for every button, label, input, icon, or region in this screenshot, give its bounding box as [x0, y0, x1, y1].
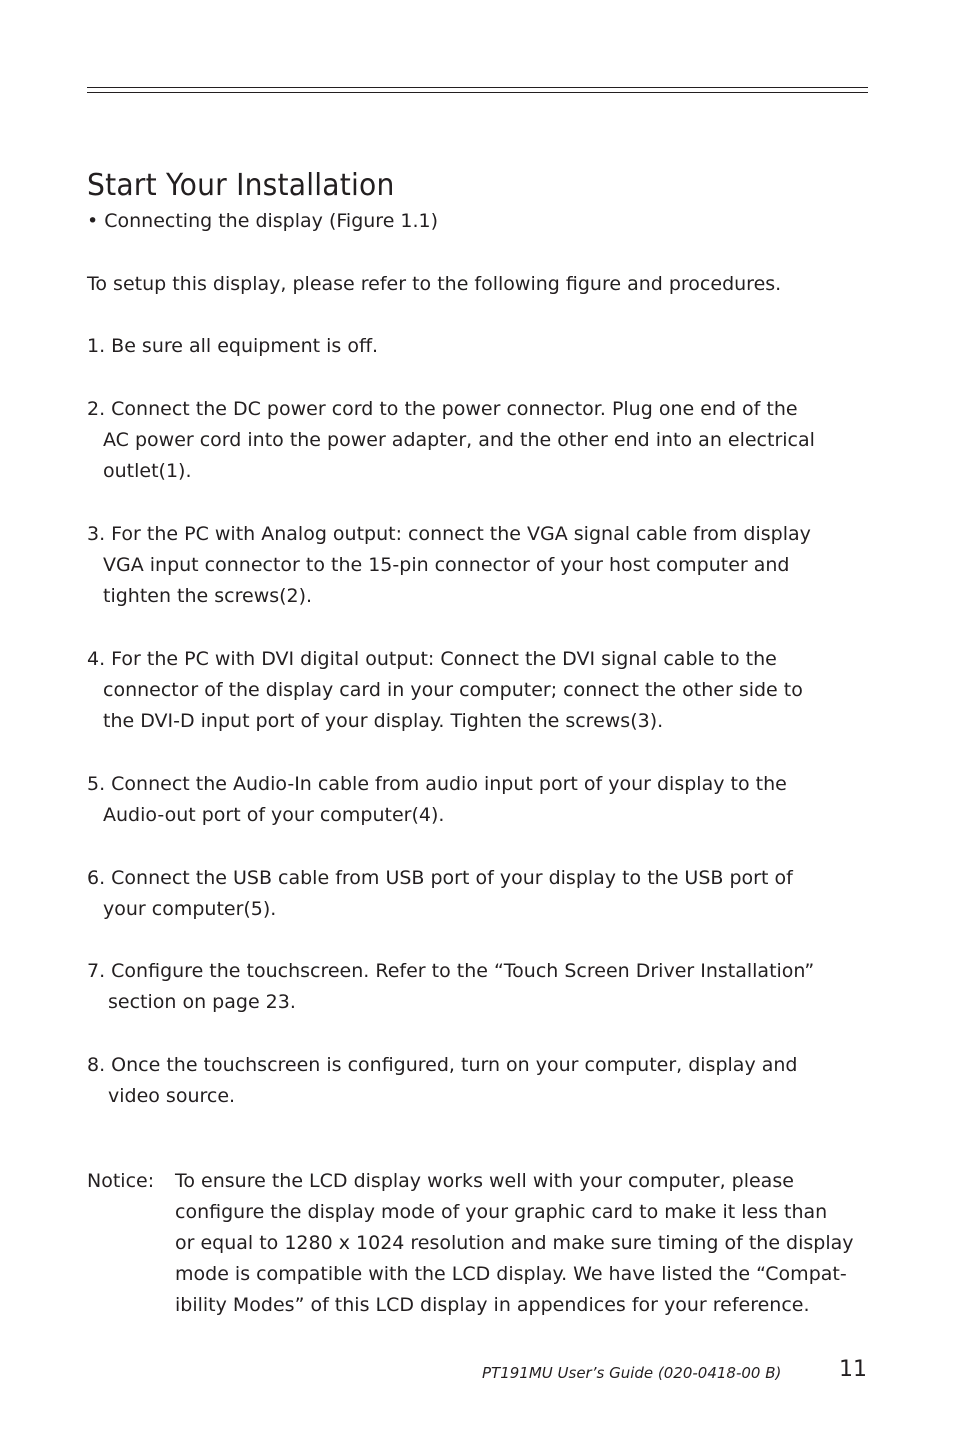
step-line: VGA input connector to the 15-pin connector of your host computer and — [103, 554, 790, 576]
header-rule-top — [87, 87, 868, 88]
step-line: your computer(5). — [103, 898, 277, 920]
step-line: AC power cord into the power adapter, and the other end into an electrical — [103, 429, 815, 451]
step-line: 7. Configure the touchscreen. Refer to the “Touch Screen Driver Installation” — [87, 960, 815, 982]
step-line: Audio-out port of your computer(4). — [103, 804, 445, 826]
step-line: section on page 23. — [108, 991, 296, 1013]
step-2 — [87, 394, 867, 487]
intro-paragraph: To setup this display, please refer to the following figure and procedures. — [87, 273, 782, 295]
footer-guide-title: PT191MU User’s Guide (020-0418-00 B) — [482, 1364, 782, 1382]
step-line: 2. Connect the DC power cord to the power connector. Plug one end of the — [87, 398, 798, 420]
page-number: 11 — [839, 1357, 867, 1382]
header-rule-bottom — [87, 92, 868, 93]
step-line: 5. Connect the Audio-In cable from audio input port of your display to the — [87, 773, 787, 795]
step-line: 1. Be sure all equipment is off. — [87, 335, 379, 357]
step-line: outlet(1). — [103, 460, 192, 482]
step-8 — [87, 1050, 867, 1112]
step-line: video source. — [108, 1085, 236, 1107]
section-subtitle: • Connecting the display (Figure 1.1) — [87, 210, 439, 232]
step-line: 8. Once the touchscreen is configured, turn on your computer, display and — [87, 1054, 798, 1076]
step-4 — [87, 644, 867, 737]
notice-body — [175, 1166, 887, 1321]
step-line: tighten the screws(2). — [103, 585, 313, 607]
notice-line: To ensure the LCD display works well with your computer, please — [175, 1170, 794, 1192]
step-1 — [87, 331, 867, 362]
notice-label: Notice: — [87, 1170, 155, 1192]
step-5 — [87, 769, 867, 831]
notice-line: or equal to 1280 x 1024 resolution and make sure timing of the display — [175, 1232, 854, 1254]
step-line: 6. Connect the USB cable from USB port of your display to the USB port of — [87, 867, 793, 889]
notice-line: configure the display mode of your graphic card to make it less than — [175, 1201, 828, 1223]
step-line: connector of the display card in your computer; connect the other side to — [103, 679, 803, 701]
section-title: Start Your Installation — [87, 168, 395, 203]
step-line: 4. For the PC with DVI digital output: Connect the DVI signal cable to the — [87, 648, 777, 670]
notice-line: ibility Modes” of this LCD display in appendices for your reference. — [175, 1294, 810, 1316]
step-line: the DVI-D input port of your display. Tighten the screws(3). — [103, 710, 664, 732]
notice-line: mode is compatible with the LCD display. We have listed the “Compat- — [175, 1263, 847, 1285]
step-line: 3. For the PC with Analog output: connect the VGA signal cable from display — [87, 523, 811, 545]
step-3 — [87, 519, 867, 612]
step-6 — [87, 863, 867, 925]
step-7 — [87, 956, 867, 1018]
